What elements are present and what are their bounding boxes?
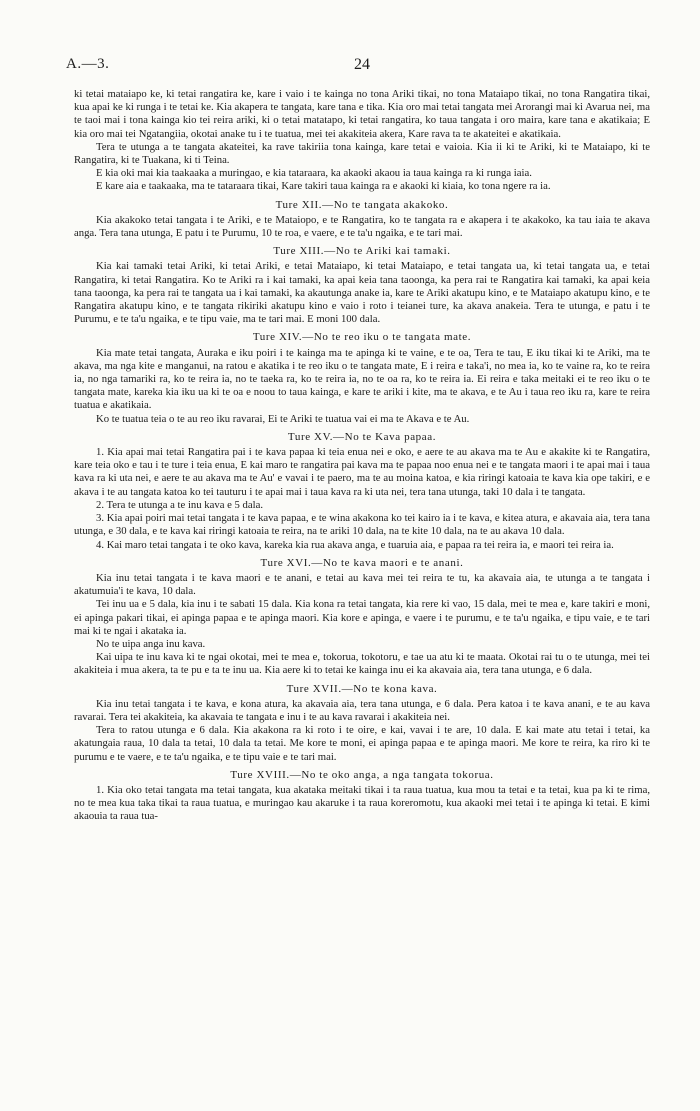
paragraph: E kare aia e taakaaka, ma te tataraara tikai, Kare takiri taua kainga ra e akaoki ki kiaia, ko tona ngere ra ia. [96,180,551,193]
paragraph: 1. Kia oko tetai tangata ma tetai tangata, kua akataka meitaki tikai i ta raua tuatua, kua mou ta tetai e ta tetai, kua pa ki te rima, no te mea kua taka tikai ta raua tuatua, e muringao kau akaruke i ta raua koreromotu, kua akaoki mei tetai i te apinga ki tetai. E kimi akaouia ta raua tua- [74,783,650,823]
paragraph: 1. Kia apai mai tetai Rangatira pai i te kava papaa ki teia enua nei e oko, e aere te au akava ma te Au e akakite ki te Rangatira, kare teia oko e tau i te ture i teia enua, E kai maro te rangatira pai kava ma te papaa noo enua nei e te tangata maori i te apai mai i taua kava ra ki uta nei, e aere te au akava ma te Au' e vavai i te paero, ma te au moina katoa, e kia riringi katoaia te kava kia ope takiri, e e akava i te au tangata katoa ko tei tauturu i te apai mai i taua kava ra ki uta nei, tera tana utunga, taki 10 dala i te tangata. [74,446,650,498]
law-section [74,683,650,764]
paragraph: Ko te tuatua teia o te au reo iku ravarai, Ei te Ariki te tuatua vai ei ma te Akava e te Au. [96,412,470,425]
paragraph: Tera to ratou utunga e 6 dala. Kia akakona ra ki roto i te oire, e kai, vavai i te are, 10 dala. E kai mate atu tetai i tetai, ka akatungaia raua, 10 dala ta tetai, 10 dala ta tetai. Me kore te moni, ei apinga papaa e te apinga maori. Me kore te reira, ka riro ki te purumu e te vaere, e te ta'u ngaika, e te tipu vaie e te tari mai. [74,724,650,763]
paragraph: ki tetai mataiapo ke, ki tetai rangatira ke, kare i vaio i te kainga no tona Ariki tikai, no tona Mataiapo tikai, no tona Rangatira tikai, kua apai ke ki runga i te tetai ke. Kia akapera te tangata, kare tana e tika. Kia oro mai tetai tangata mei Arorangi mai ki Avarua nei, ma te taoi mai i tona kainga kio tei reira ariki, ki o tetai matatapo, ki tetai rangatira, ko taua tangata i oro maira, kare tana e akatikaia; E kia oro mai tei Ngatangiia, okotai anake tu i te tuatua, mei tei akakiteia akera, Kare rava ta te akateitei e akatikaia. [74,88,650,140]
law-section [74,431,650,552]
law-section [74,88,650,194]
section-heading: Ture XVIII.—No te oko anga, a nga tangata tokorua. [230,768,494,781]
section-heading: Ture XV.—No te Kava papaa. [287,430,437,443]
page-header [66,56,650,80]
paragraph: E kia oki mai kia taakaaka a muringao, e kia tataraara, ka akaoki akaou ia taua kainga ra ki runga iaia. [96,167,532,180]
law-section [74,769,650,824]
paragraph: No te uipa anga inu kava. [96,637,206,650]
law-section [74,331,650,425]
section-heading: Ture XVII.—No te kona kava. [286,682,438,695]
paragraph: Kai uipa te inu kava ki te ngai okotai, mei te mea e, tokorua, tokotoru, e tae ua atu ki te maata. Okotai rai tu o te utunga, mei tei akakiteia i mua akera, ta te pu e ta te inu ua. Kia aere ki to tetai ke kainga inu ei ka akavaia aia, tera tana utunga, e 6 dala. [74,651,650,677]
paragraph: Kia kai tamaki tetai Ariki, ki tetai Ariki, e tetai Mataiapo, ki tetai Mataiapo, e tetai tangata ua, ki tetai tangata ua, e tetai Rangatira, ki tetai Rangatira. Ko te Ariki ra i kai tamaki, ka apai keia tana taoonga, ka pera rai te Rangatira kai tamaki, ka apai keia tana taoonga, ka pera rai te tangata ua i kai tamaki, ka akautunga anake ia, kare te Ariki akatupu kino, e te Mataiapo akatupu kino, e te Rangatira akatupu kino, e te tangata rikiriki akatupu kino e vaio i roto i teianei ture, ka akava anakeia. Tera te utunga, e patu i te Purumu, e te ta'u ngaika, e te tipu vaie, ma te tari mai. E moni 100 dala. [74,260,650,326]
paragraph: 2. Tera te utunga a te inu kava e 5 dala. [96,498,264,511]
paragraph: Kia inu tetai tangata i te kava maori e te anani, e tetai au kava mei tei reira te tu, ka akavaia aia, te utunga a te tangata i akatumuia'i te kava, 10 dala. [74,571,650,598]
paragraph: Kia inu tetai tangata i te kava, e kona atura, ka akavaia aia, tera tana utunga, e 6 dala. Pera katoa i te kava anani, e te au kava ravarai. Tera tei akakiteia, ka akavaia te tangata e inu i te au kava ravarai i akakiteia nei. [74,697,650,723]
paragraph: 4. Kai maro tetai tangata i te oko kava, kareka kia rua akava anga, e tuaruia aia, e papaa ra tei reira ia, e maori tei reira ia. [96,538,614,551]
law-section [74,199,650,241]
paragraph: Kia akakoko tetai tangata i te Ariki, e te Mataiopo, e te Rangatira, ko te tangata ra e akapera i te akakoko, ka tau iaia te akava anga. Tera tana utunga, E patu i te Purumu, 10 te roa, e vaere, e te ta'u ngaika, e te tari mai. [74,213,650,240]
document-body [74,88,650,824]
page-number: 24 [354,56,370,73]
law-section [74,557,650,678]
section-heading: Ture XII.—No te tangata akakoko. [275,198,449,211]
document-page [66,56,650,824]
section-heading: Ture XVI.—No te kava maori e te anani. [260,556,464,569]
paragraph: Kia mate tetai tangata, Auraka e iku poiri i te kainga ma te apinga ki te vaine, e te oa, Tera te tau, E iku tikai ki te Ariki, ma te akava, ma nga kite e manganui, na ratou e akatika i te reo iku o te tangata mate, E i reira e taka'i, no mea ia, ko te vaine ra, ko te reira ia, no nga tamariki ra, ko te reira ia, no te taeka ra, ko te reira ia, no te oa ra, ko te reira ia. Ei reira e taka meitaki ei te reo iku o te tangata mate, kareka kia iku ua ki te oa e noou to taua kainga, e kare te ariki i kite, ma te akava, e te Au i taua reo iku ra, kare te reira tuatua e akatikaia. [74,346,650,412]
section-heading: Ture XIV.—No te reo iku o te tangata mate. [252,331,472,344]
paragraph: Tera te utunga a te tangata akateitei, ka rave takiriia tona kainga, kare tetai e vaioia. Kia ii ki te Ariki, ki te Mataiapo, ki te Rangatira, ki te Tuakana, ki ti Teina. [74,140,650,167]
section-heading: Ture XIII.—No te Ariki kai tamaki. [273,245,451,258]
paragraph: 3. Kia apai poiri mai tetai tangata i te kava papaa, e te wina akakona ko tei kairo ia i te kava, e kitea atura, e akavaia aia, tera tana utunga, e 30 dala, e te kava kai riringi katoaia te reira, na te ariki 10 dala, na te kite 10 dala, na te au akava 10 dala. [74,512,650,538]
paragraph: Tei inu ua e 5 dala, kia inu i te sabati 15 dala. Kia kona ra tetai tangata, kia rere ki vao, 15 dala, mei te mea e, kare takiri e moni, ei apinga pakari tikai, ei apinga papaa e te apinga maori. Kia kore e apinga, e vaere i te purumu, e te ta'u ngaika, e tipu vaie, e te tari mai ki te ngai i akataka ia. [74,598,650,637]
document-reference: A.—3. [66,56,110,72]
law-section [74,245,650,326]
